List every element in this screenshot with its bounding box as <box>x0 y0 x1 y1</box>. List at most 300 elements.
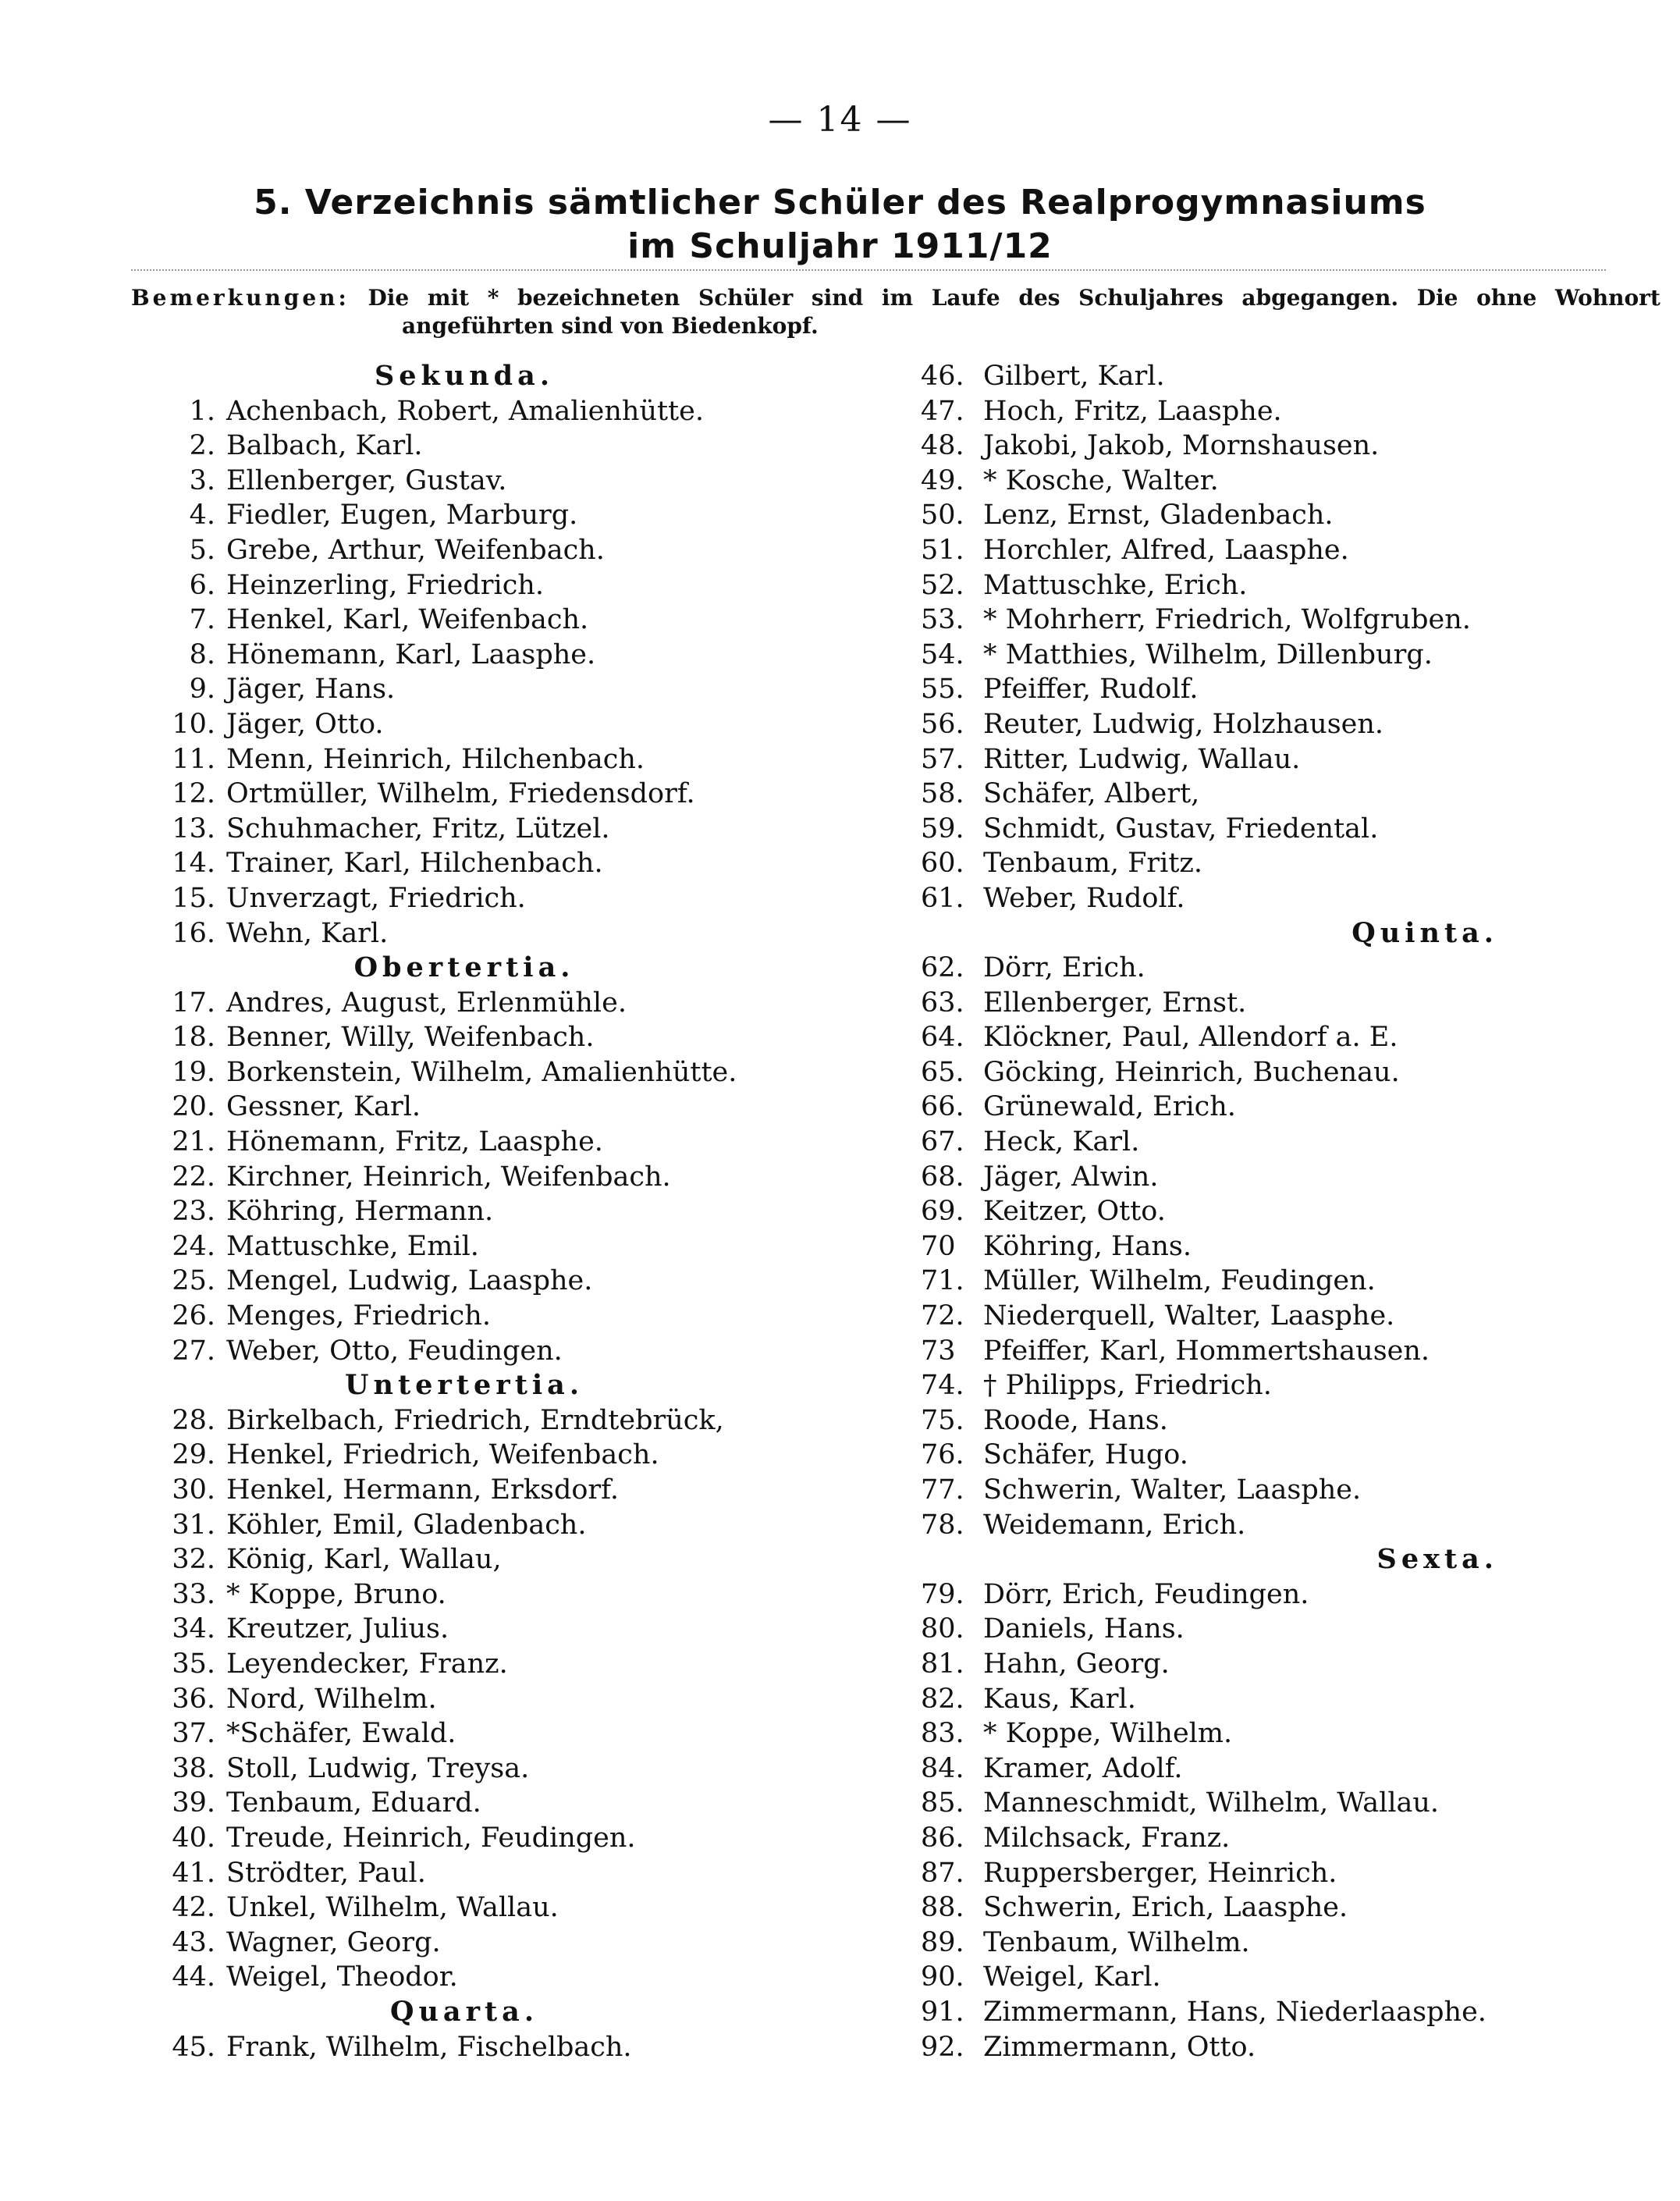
student-entry <box>921 1786 1654 1821</box>
student-entry <box>921 707 1654 742</box>
student-name: Kirchner, Heinrich, Weifenbach. <box>226 1161 671 1193</box>
student-number: 52. <box>921 569 964 601</box>
student-number: 92. <box>921 2031 964 2063</box>
student-entry <box>140 1229 905 1264</box>
student-name: Benner, Willy, Weifenbach. <box>226 1022 595 1054</box>
student-entry <box>921 1960 1654 1995</box>
remark-line-2: angeführten sind von Biedenkopf. <box>402 313 819 339</box>
remark-word: bezeichneten <box>517 285 680 311</box>
student-entry <box>140 603 905 638</box>
student-name: Kaus, Karl. <box>983 1683 1136 1715</box>
student-entry <box>140 1577 905 1613</box>
student-name: * Kosche, Walter. <box>983 464 1219 496</box>
student-number: 88. <box>921 1892 964 1924</box>
student-name: Heck, Karl. <box>983 1126 1140 1158</box>
document-title: 5. Verzeichnis sämtlicher Schüler des Realprogymnasiums <box>254 183 1426 222</box>
student-name: Mengel, Ludwig, Laasphe. <box>226 1265 593 1297</box>
student-number: 44. <box>172 1961 215 1993</box>
student-name: Zimmermann, Hans, Niederlaasphe. <box>983 1996 1486 2028</box>
student-name: Weigel, Theodor. <box>226 1961 458 1993</box>
student-number: 12. <box>172 778 215 810</box>
student-entry <box>921 2030 1654 2065</box>
student-entry <box>921 394 1654 429</box>
student-number: 39. <box>172 1787 215 1819</box>
student-number: 15. <box>172 882 215 914</box>
student-number: 35. <box>172 1648 215 1680</box>
student-number: 47. <box>921 395 964 427</box>
remark-word: Wohnort <box>1554 285 1660 311</box>
student-number: 42. <box>172 1892 215 1924</box>
student-name: Leyendecker, Franz. <box>226 1648 508 1680</box>
student-entry <box>140 846 905 881</box>
page-number: — 14 — <box>768 100 912 140</box>
student-name: Weber, Otto, Feudingen. <box>226 1335 563 1367</box>
student-entry <box>140 428 905 464</box>
student-entry <box>921 1334 1654 1369</box>
student-name: Jäger, Alwin. <box>983 1161 1159 1193</box>
student-name: Hoch, Fritz, Laasphe. <box>983 395 1282 427</box>
student-name: Tenbaum, Wilhelm. <box>983 1926 1250 1958</box>
student-number: 14. <box>172 848 215 880</box>
student-entry <box>140 986 905 1021</box>
student-number: 59. <box>921 812 964 844</box>
student-number: 83. <box>921 1718 964 1750</box>
student-name: Wagner, Georg. <box>226 1926 441 1958</box>
student-number: 82. <box>921 1683 964 1715</box>
student-name: Reuter, Ludwig, Holzhausen. <box>983 708 1384 740</box>
student-number: 21. <box>172 1126 215 1158</box>
student-number: 72. <box>921 1300 964 1332</box>
student-number: 73 <box>921 1335 956 1367</box>
remark-word: Die <box>368 285 410 311</box>
student-number: 60. <box>921 848 964 880</box>
student-number: 11. <box>172 743 215 775</box>
student-name: Niederquell, Walter, Laasphe. <box>983 1300 1395 1332</box>
student-entry <box>921 1682 1654 1717</box>
student-number: 48. <box>921 430 964 462</box>
student-name: Stoll, Ludwig, Treysa. <box>226 1752 530 1784</box>
student-entry <box>921 638 1654 673</box>
student-entry <box>921 1090 1654 1125</box>
student-number: 63. <box>921 987 964 1019</box>
student-number: 75. <box>921 1404 964 1436</box>
student-entry <box>921 846 1654 881</box>
student-entry <box>140 707 905 742</box>
student-name: Schwerin, Walter, Laasphe. <box>983 1474 1362 1506</box>
student-entry <box>140 881 905 916</box>
remark-word: sind <box>811 285 864 311</box>
student-entry <box>921 1925 1654 1961</box>
remark-line-1 <box>131 284 1660 312</box>
student-entry <box>140 1264 905 1299</box>
student-number: 4. <box>189 500 215 532</box>
student-name: Göcking, Heinrich, Buchenau. <box>983 1056 1400 1088</box>
student-name: Birkelbach, Friedrich, Erndtebrück, <box>226 1404 724 1436</box>
student-entry <box>140 464 905 499</box>
student-name: Kreutzer, Julius. <box>226 1613 449 1645</box>
student-number: 37. <box>172 1718 215 1750</box>
student-name: Kramer, Adolf. <box>983 1752 1183 1784</box>
student-name: Keitzer, Otto. <box>983 1196 1166 1228</box>
student-entry <box>140 1194 905 1229</box>
student-entry <box>140 1020 905 1055</box>
student-entry <box>140 812 905 847</box>
student-number: 78. <box>921 1509 964 1541</box>
student-entry <box>921 464 1654 499</box>
student-name: Gessner, Karl. <box>226 1091 421 1123</box>
student-name: Manneschmidt, Wilhelm, Wallau. <box>983 1787 1440 1819</box>
student-number: 19. <box>172 1056 215 1088</box>
student-number: 46. <box>921 361 964 392</box>
student-name: Unkel, Wilhelm, Wallau. <box>226 1892 559 1924</box>
student-number: 66. <box>921 1091 964 1123</box>
student-name: Köhring, Hermann. <box>226 1196 494 1228</box>
student-name: Andres, August, Erlenmühle. <box>226 987 627 1019</box>
student-number: 74. <box>921 1370 964 1402</box>
student-name: Henkel, Karl, Weifenbach. <box>226 604 589 636</box>
student-name: *Schäfer, Ewald. <box>226 1718 456 1750</box>
student-entry <box>921 1577 1654 1613</box>
student-entry <box>140 1438 905 1473</box>
student-name: König, Karl, Wallau, <box>226 1544 502 1576</box>
student-entry <box>140 1682 905 1717</box>
class-heading: Untertertia. <box>344 1369 584 1402</box>
student-number: 76. <box>921 1439 964 1471</box>
student-entry <box>921 428 1654 464</box>
student-number: 41. <box>172 1857 215 1889</box>
student-entry <box>140 916 905 951</box>
student-number: 80. <box>921 1613 964 1645</box>
student-name: Gilbert, Karl. <box>983 361 1165 392</box>
student-number: 69. <box>921 1196 964 1228</box>
student-entry <box>140 638 905 673</box>
student-list-right-column <box>921 359 1654 2064</box>
student-number: 56. <box>921 708 964 740</box>
student-name: Dörr, Erich, Feudingen. <box>983 1578 1309 1610</box>
student-name: Weigel, Karl. <box>983 1961 1161 1993</box>
student-name: Weidemann, Erich. <box>983 1509 1246 1541</box>
class-heading: Quarta. <box>389 1995 539 2028</box>
student-number: 85. <box>921 1787 964 1819</box>
student-name: Hönemann, Fritz, Laasphe. <box>226 1126 603 1158</box>
student-entry <box>921 1751 1654 1787</box>
student-name: Strödter, Paul. <box>226 1857 426 1889</box>
class-heading: Quinta. <box>1351 916 1498 949</box>
student-entry <box>921 1368 1654 1403</box>
student-name: Schmidt, Gustav, Friedental. <box>983 812 1379 844</box>
student-entry <box>921 1055 1654 1090</box>
student-number: 58. <box>921 778 964 810</box>
student-number: 68. <box>921 1161 964 1193</box>
title-divider <box>131 269 1606 271</box>
remark-word: Schuljahres <box>1078 285 1224 311</box>
student-name: Hönemann, Karl, Laasphe. <box>226 638 596 670</box>
student-name: Henkel, Friedrich, Weifenbach. <box>226 1439 659 1471</box>
student-entry <box>140 1960 905 1995</box>
student-number: 79. <box>921 1578 964 1610</box>
student-name: * Koppe, Bruno. <box>226 1578 446 1610</box>
student-number: 20. <box>172 1091 215 1123</box>
student-entry <box>140 1821 905 1856</box>
student-name: Menges, Friedrich. <box>226 1300 491 1332</box>
student-number: 36. <box>172 1683 215 1715</box>
student-entry <box>140 1334 905 1369</box>
student-entry <box>140 1890 905 1925</box>
student-entry <box>140 742 905 777</box>
student-number: 22. <box>172 1161 215 1193</box>
student-list-left-column <box>140 359 905 2064</box>
student-entry <box>140 1612 905 1647</box>
student-name: Roode, Hans. <box>983 1404 1168 1436</box>
student-number: 53. <box>921 604 964 636</box>
student-name: Grünewald, Erich. <box>983 1091 1236 1123</box>
student-number: 16. <box>172 917 215 949</box>
student-entry <box>140 1055 905 1090</box>
student-name: Balbach, Karl. <box>226 430 423 462</box>
student-entry <box>140 2030 905 2065</box>
student-name: Treude, Heinrich, Feudingen. <box>226 1822 636 1854</box>
student-entry <box>140 1125 905 1160</box>
student-name: Schwerin, Erich, Laasphe. <box>983 1892 1348 1924</box>
student-number: 81. <box>921 1648 964 1680</box>
student-entry <box>921 1299 1654 1334</box>
student-name: Jäger, Hans. <box>226 674 396 706</box>
student-number: 6. <box>189 569 215 601</box>
student-number: 9. <box>189 674 215 706</box>
student-entry <box>921 359 1654 394</box>
student-entry <box>921 1438 1654 1473</box>
student-entry <box>140 1299 905 1334</box>
student-number: 55. <box>921 674 964 706</box>
student-entry <box>140 1160 905 1195</box>
student-entry <box>140 1856 905 1891</box>
student-number: 89. <box>921 1926 964 1958</box>
student-entry <box>921 1856 1654 1891</box>
student-number: 23. <box>172 1196 215 1228</box>
student-entry <box>140 1542 905 1577</box>
student-number: 17. <box>172 987 215 1019</box>
remark-word: * <box>487 285 499 311</box>
student-name: Achenbach, Robert, Amalienhütte. <box>226 395 704 427</box>
student-name: Schäfer, Hugo. <box>983 1439 1188 1471</box>
student-name: Nord, Wilhelm. <box>226 1683 437 1715</box>
student-entry <box>921 568 1654 603</box>
student-number: 64. <box>921 1022 964 1054</box>
student-number: 3. <box>189 464 215 496</box>
student-number: 86. <box>921 1822 964 1854</box>
student-number: 18. <box>172 1022 215 1054</box>
student-number: 10. <box>172 708 215 740</box>
student-name: Jakobi, Jakob, Mornshausen. <box>983 430 1380 462</box>
student-entry <box>140 1508 905 1543</box>
student-name: Ritter, Ludwig, Wallau. <box>983 743 1301 775</box>
student-name: Schäfer, Albert, <box>983 778 1200 810</box>
student-name: Fiedler, Eugen, Marburg. <box>226 500 578 532</box>
student-entry <box>921 1020 1654 1055</box>
student-entry <box>921 881 1654 916</box>
student-entry <box>140 1647 905 1682</box>
student-name: Ellenberger, Gustav. <box>226 464 507 496</box>
student-name: * Mohrherr, Friedrich, Wolfgruben. <box>983 604 1471 636</box>
student-name: * Matthies, Wilhelm, Dillenburg. <box>983 638 1433 670</box>
student-name: Trainer, Karl, Hilchenbach. <box>226 848 603 880</box>
student-number: 26. <box>172 1300 215 1332</box>
student-name: Ellenberger, Ernst. <box>983 987 1247 1019</box>
student-name: Hahn, Georg. <box>983 1648 1170 1680</box>
student-number: 61. <box>921 882 964 914</box>
student-entry <box>140 568 905 603</box>
student-name: Daniels, Hans. <box>983 1613 1185 1645</box>
student-number: 43. <box>172 1926 215 1958</box>
student-entry <box>140 533 905 568</box>
student-number: 90. <box>921 1961 964 1993</box>
class-heading: Sekunda. <box>374 360 555 392</box>
remark-word: ohne <box>1476 285 1537 311</box>
student-entry <box>921 1612 1654 1647</box>
remark-word: im <box>881 285 914 311</box>
student-entry <box>921 1264 1654 1299</box>
student-number: 40. <box>172 1822 215 1854</box>
student-entry <box>921 533 1654 568</box>
class-heading: Obertertia. <box>353 951 575 984</box>
student-name: Jäger, Otto. <box>226 708 384 740</box>
student-entry <box>140 1090 905 1125</box>
student-number: 50. <box>921 500 964 532</box>
student-name: Weber, Rudolf. <box>983 882 1185 914</box>
student-entry <box>921 1160 1654 1195</box>
student-entry <box>140 1786 905 1821</box>
student-name: Frank, Wilhelm, Fischelbach. <box>226 2031 632 2063</box>
student-name: Ortmüller, Wilhelm, Friedensdorf. <box>226 778 695 810</box>
student-number: 28. <box>172 1404 215 1436</box>
student-number: 77. <box>921 1474 964 1506</box>
student-number: 24. <box>172 1230 215 1262</box>
student-number: 84. <box>921 1752 964 1784</box>
student-entry <box>921 742 1654 777</box>
student-number: 2. <box>189 430 215 462</box>
student-number: 65. <box>921 1056 964 1088</box>
student-number: 34. <box>172 1613 215 1645</box>
student-name: * Koppe, Wilhelm. <box>983 1718 1233 1750</box>
student-name: Tenbaum, Eduard. <box>226 1787 481 1819</box>
remark-word: abgegangen. <box>1241 285 1399 311</box>
student-number: 25. <box>172 1265 215 1297</box>
student-name: Borkenstein, Wilhelm, Amalienhütte. <box>226 1056 737 1088</box>
student-entry <box>140 1403 905 1438</box>
student-name: Unverzagt, Friedrich. <box>226 882 526 914</box>
student-entry <box>921 951 1654 986</box>
student-entry <box>921 777 1654 812</box>
remark-word: Laufe <box>931 285 1000 311</box>
student-number: 5. <box>189 534 215 566</box>
student-number: 13. <box>172 812 215 844</box>
student-entry <box>921 1890 1654 1925</box>
student-name: Dörr, Erich. <box>983 952 1145 984</box>
student-entry <box>921 1647 1654 1682</box>
student-name: Köhler, Emil, Gladenbach. <box>226 1509 587 1541</box>
student-entry <box>921 1125 1654 1160</box>
student-entry <box>921 603 1654 638</box>
student-name: Milchsack, Franz. <box>983 1822 1231 1854</box>
student-name: Pfeiffer, Karl, Hommertshausen. <box>983 1335 1430 1367</box>
student-entry <box>140 498 905 533</box>
remark-word: mit <box>427 285 470 311</box>
student-number: 32. <box>172 1544 215 1576</box>
student-entry <box>921 1716 1654 1751</box>
student-number: 31. <box>172 1509 215 1541</box>
student-entry <box>921 1473 1654 1508</box>
student-number: 8. <box>189 638 215 670</box>
student-number: 38. <box>172 1752 215 1784</box>
student-number: 71. <box>921 1265 964 1297</box>
student-number: 49. <box>921 464 964 496</box>
student-name: Mattuschke, Emil. <box>226 1230 479 1262</box>
student-name: Horchler, Alfred, Laasphe. <box>983 534 1349 566</box>
student-name: Zimmermann, Otto. <box>983 2031 1256 2063</box>
student-entry <box>921 498 1654 533</box>
student-number: 7. <box>189 604 215 636</box>
student-entry <box>140 1925 905 1961</box>
student-number: 62. <box>921 952 964 984</box>
student-entry <box>921 1403 1654 1438</box>
student-entry <box>921 1229 1654 1264</box>
student-entry <box>921 672 1654 707</box>
student-number: 91. <box>921 1996 964 2028</box>
student-number: 57. <box>921 743 964 775</box>
student-name: Pfeiffer, Rudolf. <box>983 674 1199 706</box>
student-number: 1. <box>189 395 215 427</box>
student-entry <box>140 1751 905 1787</box>
student-name: Müller, Wilhelm, Feudingen. <box>983 1265 1376 1297</box>
student-name: Mattuschke, Erich. <box>983 569 1248 601</box>
student-number: 33. <box>172 1578 215 1610</box>
student-name: Wehn, Karl. <box>226 917 389 949</box>
document-subtitle: im Schuljahr 1911/12 <box>627 226 1053 266</box>
student-number: 30. <box>172 1474 215 1506</box>
student-number: 27. <box>172 1335 215 1367</box>
student-number: 45. <box>172 2031 215 2063</box>
student-name: Lenz, Ernst, Gladenbach. <box>983 500 1334 532</box>
remark-word: des <box>1018 285 1060 311</box>
student-entry <box>140 394 905 429</box>
student-number: 54. <box>921 638 964 670</box>
student-name: Tenbaum, Fritz. <box>983 848 1202 880</box>
student-name: Köhring, Hans. <box>983 1230 1192 1262</box>
student-number: 70 <box>921 1230 956 1262</box>
student-entry <box>921 1821 1654 1856</box>
student-number: 87. <box>921 1857 964 1889</box>
student-name: † Philipps, Friedrich. <box>983 1370 1272 1402</box>
remark-word: Die <box>1416 285 1458 311</box>
student-name: Grebe, Arthur, Weifenbach. <box>226 534 605 566</box>
student-entry <box>140 1716 905 1751</box>
student-name: Klöckner, Paul, Allendorf a. E. <box>983 1022 1398 1054</box>
remark-label: Bemerkungen: <box>131 285 350 311</box>
student-name: Ruppersberger, Heinrich. <box>983 1857 1337 1889</box>
student-name: Schuhmacher, Fritz, Lützel. <box>226 812 610 844</box>
student-number: 67. <box>921 1126 964 1158</box>
remark-word: Schüler <box>698 285 794 311</box>
class-heading: Sexta. <box>1376 1543 1498 1576</box>
student-name: Menn, Heinrich, Hilchenbach. <box>226 743 645 775</box>
student-entry <box>140 777 905 812</box>
student-entry <box>921 1194 1654 1229</box>
student-number: 51. <box>921 534 964 566</box>
student-entry <box>921 1995 1654 2030</box>
student-entry <box>140 672 905 707</box>
student-entry <box>921 1508 1654 1543</box>
student-number: 29. <box>172 1439 215 1471</box>
